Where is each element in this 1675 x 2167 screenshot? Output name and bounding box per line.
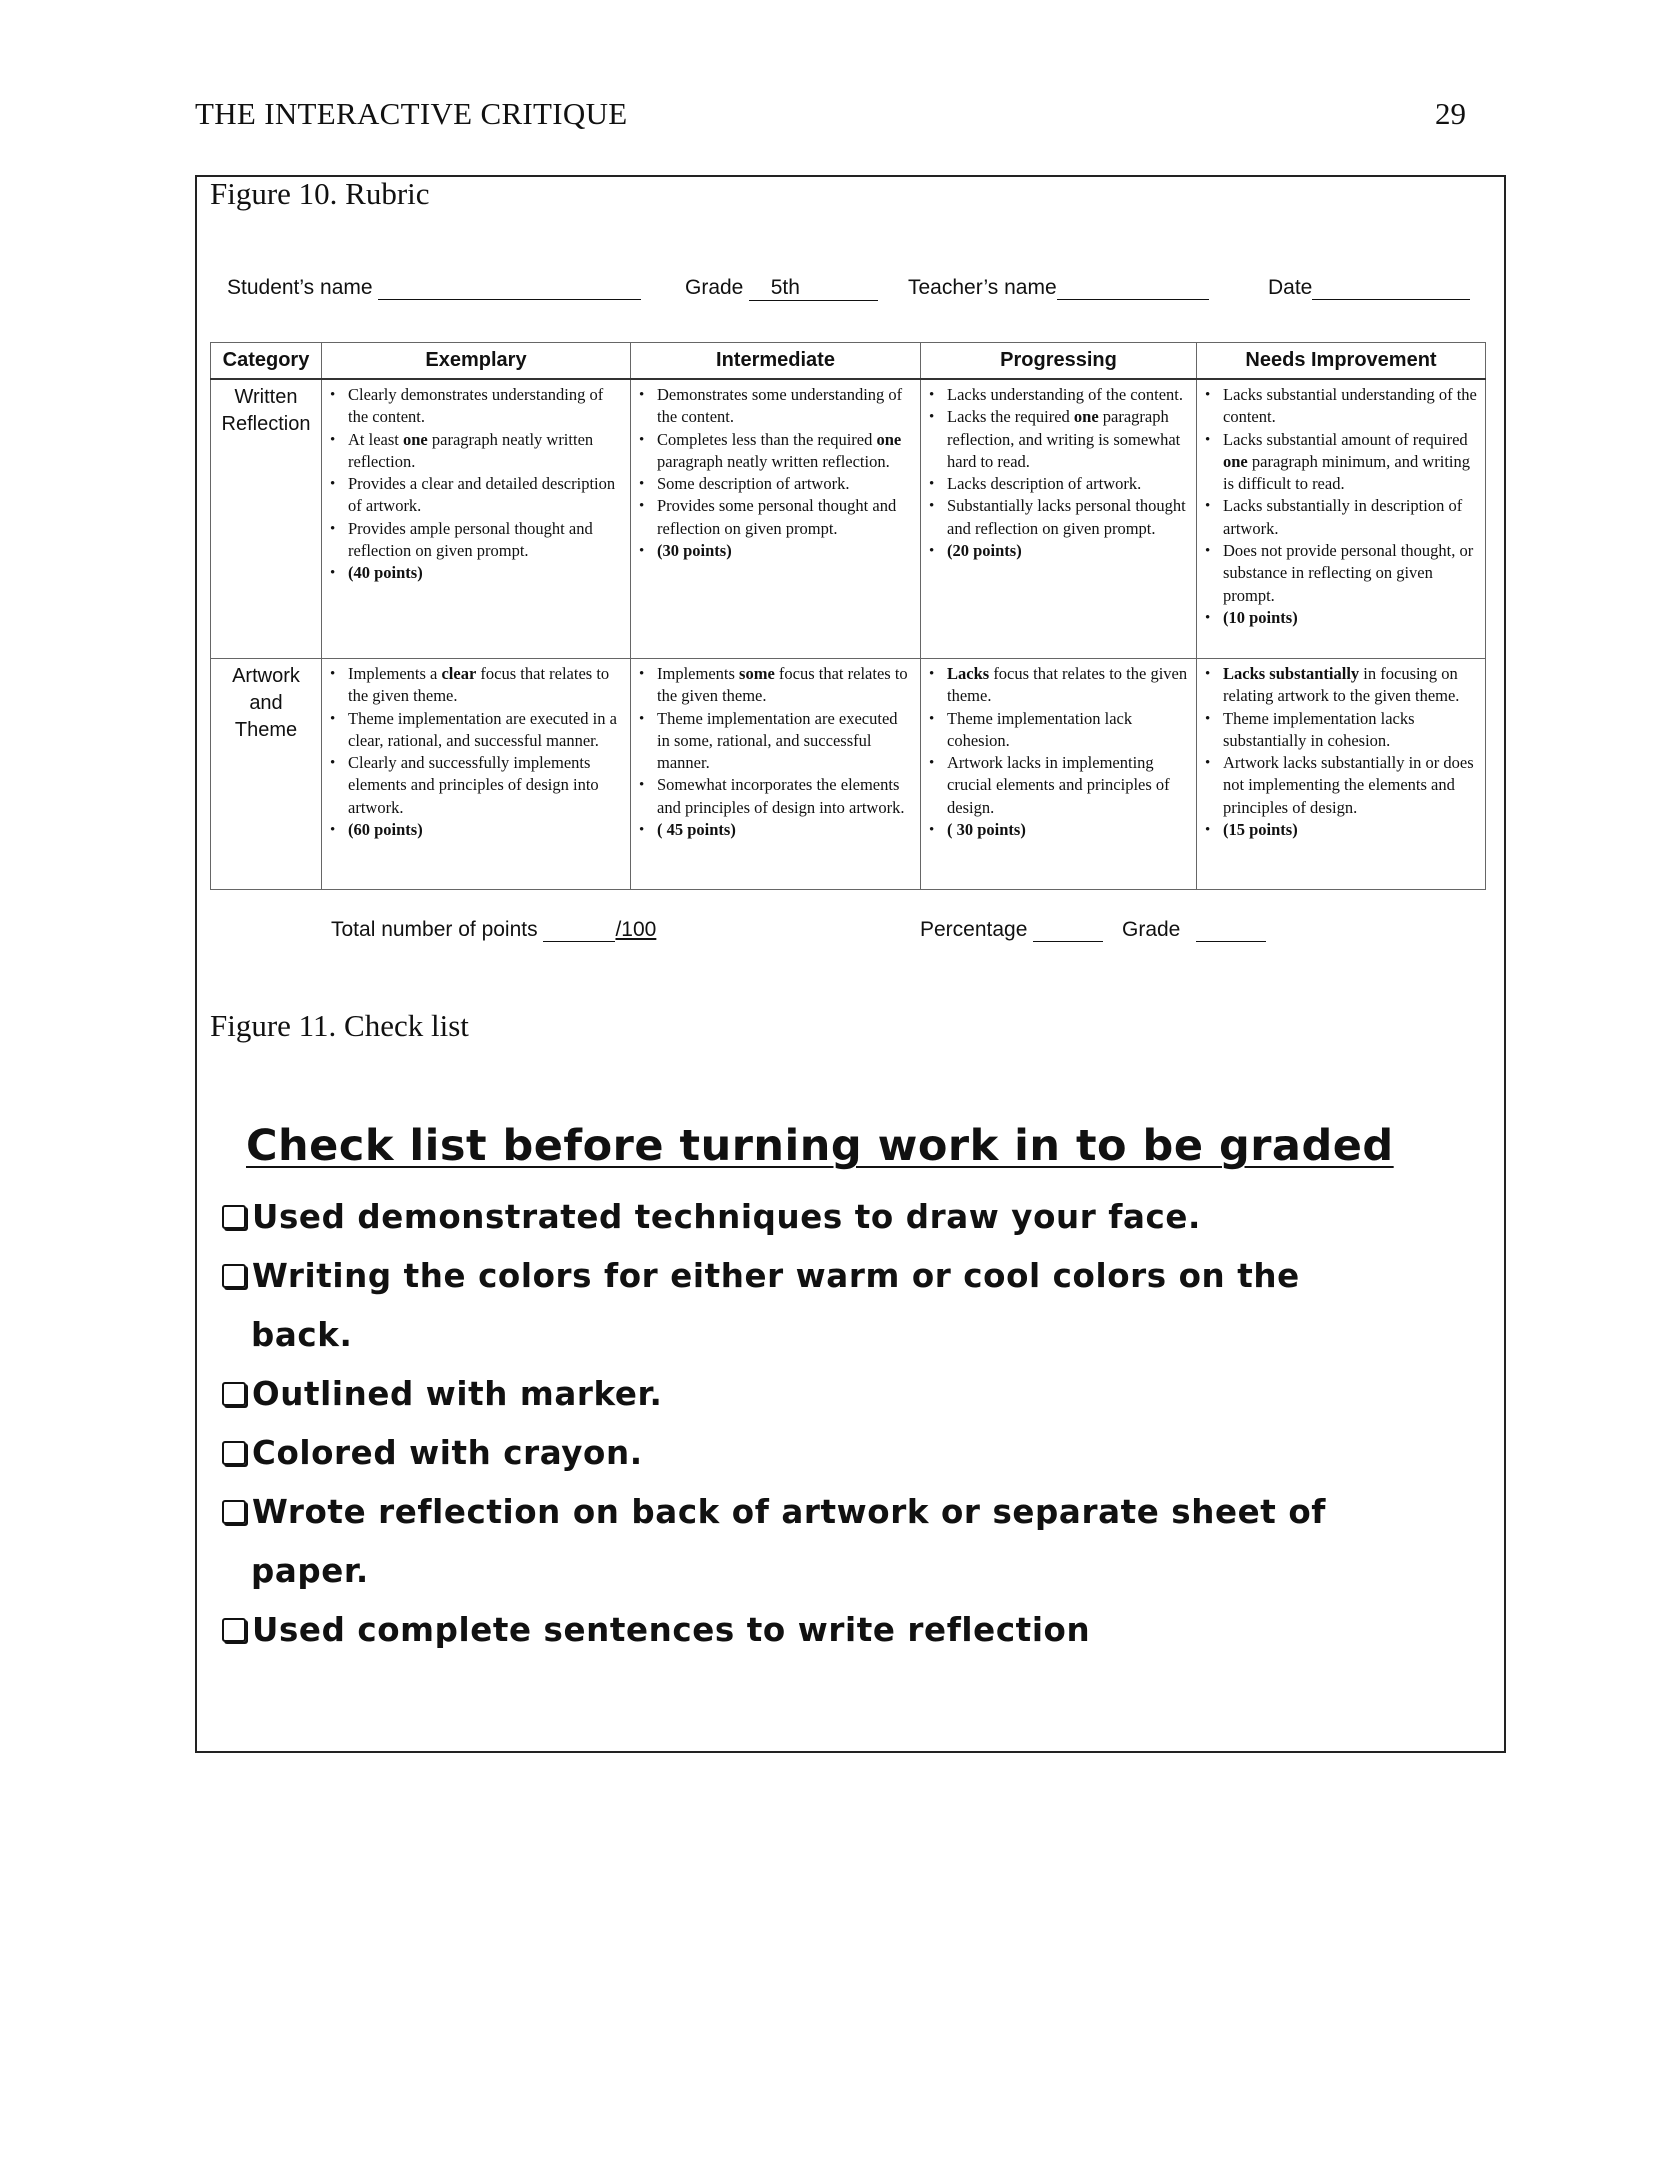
criteria-item: • Lacks substantial amount of required one paragraph minimum, and writing is difficult to read. [1223, 429, 1479, 496]
checklist-item: Used complete sentences to write reflection [222, 1601, 1472, 1660]
teacher-name-label: Teacher’s name [908, 276, 1057, 299]
figure-10-caption: Figure 10. Rubric [210, 176, 430, 211]
criteria-item: • Does not provide personal thought, or substance in reflecting on given prompt. [1223, 540, 1479, 607]
criteria-item: • Completes less than the required one paragraph neatly written reflection. [657, 429, 914, 474]
criteria-item: • Lacks the required one paragraph reflection, and writing is somewhat hard to read. [947, 406, 1190, 473]
criteria-item: • Provides some personal thought and reflection on given prompt. [657, 495, 914, 540]
criteria-item: • Substantially lacks personal thought and reflection on given prompt. [947, 495, 1190, 540]
criteria-item: • Clearly demonstrates understanding of the content. [348, 384, 624, 429]
criteria-item: • (15 points) [1223, 819, 1479, 841]
criteria-item: • Lacks substantially in description of artwork. [1223, 495, 1479, 540]
category-cell: Written Reflection [211, 379, 322, 659]
teacher-name-blank [1057, 277, 1209, 300]
criteria-item: • Implements a clear focus that relates to the given theme. [348, 663, 624, 708]
percentage-field [920, 918, 1103, 942]
checkbox-icon[interactable] [222, 1205, 246, 1229]
total-points-blank [543, 919, 615, 942]
header-exemplary: Exemplary [322, 343, 631, 380]
final-grade-label: Grade [1122, 918, 1181, 941]
grade-field [685, 276, 878, 301]
criteria-item: • Lacks substantial understanding of the content. [1223, 384, 1479, 429]
criteria-item: • Some description of artwork. [657, 473, 914, 495]
date-blank [1312, 277, 1470, 300]
student-name-field [227, 276, 641, 300]
criteria-item: • (20 points) [947, 540, 1190, 562]
criteria-cell [322, 659, 631, 890]
criteria-item: • Theme implementation are executed in some, rational, and successful manner. [657, 708, 914, 775]
total-points-field [331, 918, 656, 942]
criteria-item: • Lacks focus that relates to the given theme. [947, 663, 1190, 708]
page-number: 29 [1435, 96, 1466, 131]
criteria-cell [921, 379, 1197, 659]
criteria-item: • Demonstrates some understanding of the content. [657, 384, 914, 429]
checklist-item: Colored with crayon. [222, 1424, 1472, 1483]
date-field [1268, 276, 1470, 300]
criteria-item: • ( 45 points) [657, 819, 914, 841]
student-name-blank [378, 277, 641, 300]
criteria-item: • ( 30 points) [947, 819, 1190, 841]
criteria-cell [322, 379, 631, 659]
checklist-item: Wrote reflection on back of artwork or separate sheet of paper. [222, 1483, 1472, 1601]
grade-label: Grade [685, 276, 744, 299]
date-label: Date [1268, 276, 1313, 299]
criteria-item: • (60 points) [348, 819, 624, 841]
checkbox-icon[interactable] [222, 1441, 246, 1465]
checklist-item: Writing the colors for either warm or cool colors on the back. [222, 1247, 1472, 1365]
rubric-table [210, 342, 1486, 890]
criteria-cell [921, 659, 1197, 890]
header-intermediate: Intermediate [631, 343, 921, 380]
criteria-item: • Clearly and successfully implements elements and principles of design into artwork. [348, 752, 624, 819]
checklist-item: Outlined with marker. [222, 1365, 1472, 1424]
rubric-row-artwork-and-theme [211, 659, 1486, 890]
criteria-item: • Artwork lacks substantially in or does not implementing the elements and principles of design. [1223, 752, 1479, 819]
criteria-cell [1197, 379, 1486, 659]
figure-11-caption: Figure 11. Check list [210, 1008, 469, 1043]
criteria-item: • (10 points) [1223, 607, 1479, 629]
criteria-item: • Theme implementation are executed in a clear, rational, and successful manner. [348, 708, 624, 753]
criteria-item: • Somewhat incorporates the elements and principles of design into artwork. [657, 774, 914, 819]
header-needs-improvement: Needs Improvement [1197, 343, 1486, 380]
category-cell: Artwork and Theme [211, 659, 322, 890]
final-grade-field [1122, 918, 1266, 942]
running-head: THE INTERACTIVE CRITIQUE [195, 96, 628, 131]
criteria-item: • (30 points) [657, 540, 914, 562]
header-progressing: Progressing [921, 343, 1197, 380]
criteria-item: • Lacks understanding of the content. [947, 384, 1190, 406]
checklist-title: Check list before turning work in to be graded [246, 1121, 1394, 1171]
final-grade-blank [1196, 919, 1266, 942]
criteria-item: • Artwork lacks in implementing crucial elements and principles of design. [947, 752, 1190, 819]
criteria-item: • Provides ample personal thought and reflection on given prompt. [348, 518, 624, 563]
criteria-item: • Theme implementation lacks substantially in cohesion. [1223, 708, 1479, 753]
teacher-name-field [908, 276, 1209, 300]
total-points-label: Total number of points [331, 918, 538, 941]
criteria-item: • Implements some focus that relates to the given theme. [657, 663, 914, 708]
checkbox-icon[interactable] [222, 1500, 246, 1524]
grade-value: 5th [749, 276, 878, 301]
criteria-cell [631, 379, 921, 659]
checklist-item: Used demonstrated techniques to draw your face. [222, 1188, 1472, 1247]
checkbox-icon[interactable] [222, 1382, 246, 1406]
criteria-cell [631, 659, 921, 890]
rubric-header-row [211, 343, 1486, 380]
header-category: Category [211, 343, 322, 380]
checkbox-icon[interactable] [222, 1264, 246, 1288]
total-points-denominator: /100 [615, 918, 657, 941]
criteria-item: • At least one paragraph neatly written reflection. [348, 429, 624, 474]
criteria-cell [1197, 659, 1486, 890]
percentage-blank [1033, 919, 1103, 942]
criteria-item: • Lacks substantially in focusing on relating artwork to the given theme. [1223, 663, 1479, 708]
criteria-item: • Theme implementation lack cohesion. [947, 708, 1190, 753]
student-name-label: Student’s name [227, 276, 373, 299]
rubric-row-written-reflection [211, 379, 1486, 659]
percentage-label: Percentage [920, 918, 1028, 941]
criteria-item: • Lacks description of artwork. [947, 473, 1190, 495]
criteria-item: • Provides a clear and detailed description of artwork. [348, 473, 624, 518]
criteria-item: • (40 points) [348, 562, 624, 584]
checkbox-icon[interactable] [222, 1618, 246, 1642]
